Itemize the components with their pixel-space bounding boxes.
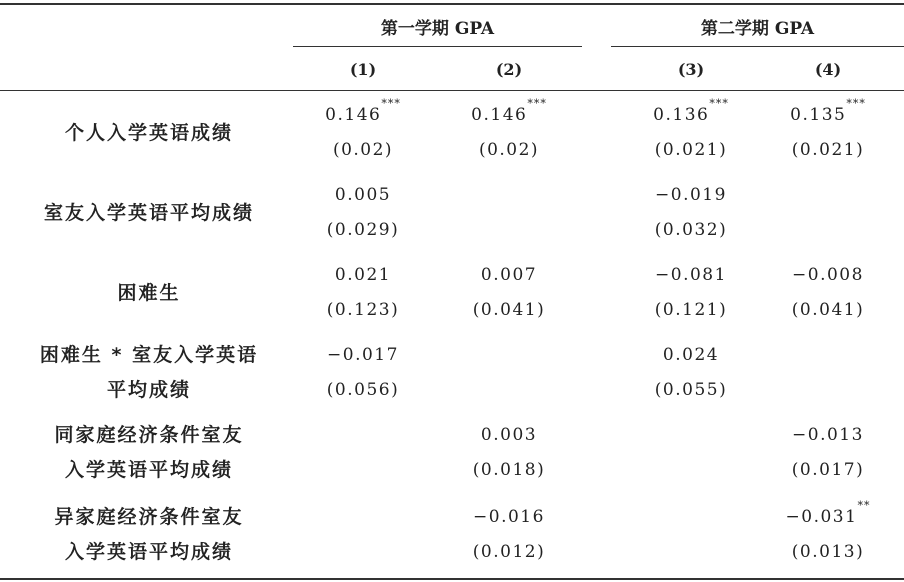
coefficient: [753, 500, 903, 535]
coefficient-value: 0.024: [662, 345, 720, 365]
coefficient: [753, 418, 903, 453]
header-bottom-rule: [0, 90, 904, 91]
coefficient: [616, 178, 766, 213]
row-label-line: 入学英语平均成绩: [64, 541, 233, 563]
standard-error: (0.021): [654, 140, 728, 160]
standard-error: (0.012): [472, 542, 546, 562]
coefficient-value: 0.003: [480, 425, 538, 445]
row-label: [0, 196, 298, 231]
row-label-line: 异家庭经济条件室友: [54, 506, 244, 528]
coefficient: [434, 500, 584, 535]
column-header-1: (1): [349, 60, 377, 79]
coefficient: [288, 258, 438, 293]
coefficient-value: 0.146: [325, 105, 382, 125]
coefficient-value: −0.081: [655, 265, 727, 285]
coefficient-value: 0.136: [653, 105, 710, 125]
coefficient-value: 0.005: [334, 185, 392, 205]
significance-stars: **: [857, 499, 871, 512]
table-cell: [753, 418, 903, 488]
significance-stars: ***: [527, 97, 547, 110]
table-cell: [434, 500, 584, 570]
row-label-line: 同家庭经济条件室友: [54, 424, 244, 446]
row-label: [0, 276, 298, 311]
table-cell: [616, 98, 766, 168]
significance-stars: ***: [381, 97, 401, 110]
significance-stars: ***: [846, 97, 866, 110]
coefficient-value: −0.013: [792, 425, 864, 445]
row-label-line: 困难生: [117, 281, 181, 304]
row-label: [0, 116, 298, 151]
group1-underline: [293, 46, 582, 47]
table-cell: [753, 98, 903, 168]
standard-error: (0.123): [326, 300, 400, 320]
column-header-2: (2): [495, 60, 523, 79]
table-cell: [616, 178, 766, 248]
coefficient-value: 0.146: [471, 105, 528, 125]
coefficient-value: −0.017: [327, 345, 399, 365]
table-cell: [753, 258, 903, 328]
column-header-3: (3): [677, 60, 705, 79]
standard-error: (0.02): [332, 140, 394, 160]
coefficient: [616, 258, 766, 293]
table-cell: [288, 338, 438, 408]
coefficient-value: 0.007: [480, 265, 538, 285]
group-header-semester-1: 第一学期 GPA: [380, 19, 495, 39]
coefficient: [434, 258, 584, 293]
table-cell: [434, 258, 584, 328]
standard-error: (0.032): [654, 220, 728, 240]
table-cell: [753, 500, 903, 570]
significance-stars: ***: [709, 97, 729, 110]
table-bottom-rule: [0, 578, 904, 580]
standard-error: (0.02): [478, 140, 540, 160]
standard-error: (0.029): [326, 220, 400, 240]
standard-error: (0.017): [791, 460, 865, 480]
row-label-line: 困难生 * 室友入学英语: [39, 344, 259, 366]
table-cell: [288, 178, 438, 248]
coefficient: [616, 98, 766, 133]
standard-error: (0.121): [654, 300, 728, 320]
table-cell: [434, 418, 584, 488]
coefficient: [434, 418, 584, 453]
coefficient: [616, 338, 766, 373]
coefficient: [288, 178, 438, 213]
row-label: [0, 338, 298, 408]
coefficient: [753, 258, 903, 293]
standard-error: (0.041): [791, 300, 865, 320]
row-label-line: 平均成绩: [106, 379, 191, 401]
row-label: [0, 500, 298, 570]
coefficient: [434, 98, 584, 133]
coefficient-value: 0.021: [334, 265, 392, 285]
coefficient-value: 0.135: [790, 105, 847, 125]
coefficient-value: −0.016: [473, 507, 545, 527]
group-header-semester-2: 第二学期 GPA: [700, 19, 815, 39]
table-cell: [616, 258, 766, 328]
standard-error: (0.055): [654, 380, 728, 400]
standard-error: (0.013): [791, 542, 865, 562]
standard-error: (0.056): [326, 380, 400, 400]
coefficient-value: −0.031: [785, 507, 858, 527]
coefficient: [753, 98, 903, 133]
standard-error: (0.018): [472, 460, 546, 480]
coefficient-value: −0.008: [792, 265, 864, 285]
table-cell: [434, 98, 584, 168]
row-label-line: 入学英语平均成绩: [64, 459, 233, 481]
row-label-line: 个人入学英语成绩: [64, 121, 233, 144]
standard-error: (0.021): [791, 140, 865, 160]
coefficient: [288, 98, 438, 133]
row-label-line: 室友入学英语平均成绩: [43, 201, 254, 224]
coefficient-value: −0.019: [655, 185, 727, 205]
table-cell: [288, 98, 438, 168]
group2-underline: [611, 46, 904, 47]
table-cell: [616, 338, 766, 408]
standard-error: (0.041): [472, 300, 546, 320]
table-top-rule: [0, 3, 904, 5]
column-header-4: (4): [814, 60, 842, 79]
table-cell: [288, 258, 438, 328]
row-label: [0, 418, 298, 488]
coefficient: [288, 338, 438, 373]
